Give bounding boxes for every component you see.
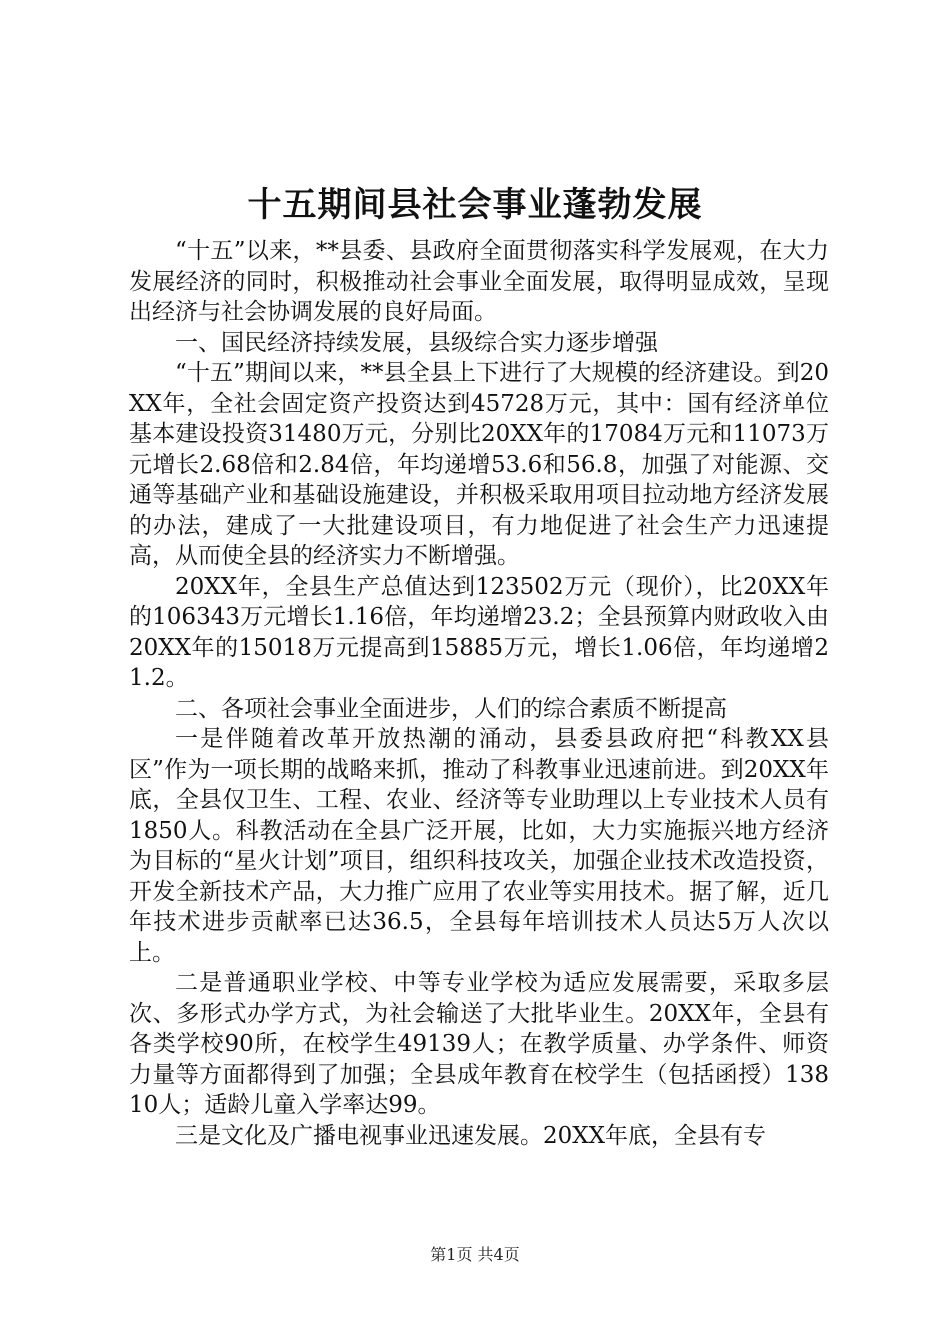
document-title: 十五期间县社会事业蓬勃发展	[247, 185, 703, 225]
paragraph-economy-gdp: 20XX年，全县生产总值达到123502万元（现价），比20XX年的106343万元增长1.16倍，年均递增23.2；全县预算内财政收入由20XX年的15018万元提高到15885万元，增长1.06倍，年均递增21.2。	[129, 573, 829, 691]
paragraph-culture: 三是文化及广播电视事业迅速发展。20XX年底，全县有专	[175, 1122, 767, 1149]
page-footer: 第1页 共4页	[430, 1245, 520, 1264]
paragraph-intro: “十五”以来，**县委、县政府全面贯彻落实科学发展观，在大力发展经济的同时，积极推动社会事业全面发展，取得明显成效，呈现出经济与社会协调发展的良好局面。	[129, 238, 829, 325]
paragraph-schools: 二是普通职业学校、中等专业学校为适应发展需要，采取多层次、多形式办学方式，为社会输送了大批毕业生。20XX年，全县有各类学校90所，在校学生49139人；在教学质量、办学条件、师资力量等方面都得到了加强；全县成年教育在校学生（包括函授）13810人；适龄儿童入学率达99。	[129, 970, 829, 1118]
paragraph-science-education: 一是伴随着改革开放热潮的涌动，县委县政府把“科教XX县区”作为一项长期的战略来抓，推动了科教事业迅速前进。到20XX年底，全县仅卫生、工程、农业、经济等专业助理以上专业技术人员有1850人。科教活动在全县广泛开展，比如，大力实施振兴地方经济为目标的“星火计划”项目，组织科技攻关，加强企业技术改造投资，开发全新技术产品，大力推广应用了农业等实用技术。据了解，近几年技术进步贡献率已达36.5，全县每年培训技术人员达5万人次以上。	[129, 726, 829, 966]
paragraph-economy-investment: “十五”期间以来，**县全县上下进行了大规模的经济建设。到20XX年，全社会固定资产投资达到45728万元，其中：国有经济单位基本建设投资31480万元，分别比20XX年的17084万元和11073万元增长2.68倍和2.84倍，年均递增53.6和56.8，加强了对能源、交通等基础产业和基础设施建设，并积极采取用项目拉动地方经济发展的办法，建成了一大批建设项目，有力地促进了社会生产力迅速提高，从而使全县的经济实力不断增强。	[129, 360, 829, 569]
section-heading-2: 二、各项社会事业全面进步，人们的综合素质不断提高	[175, 695, 727, 722]
section-heading-1: 一、国民经济持续发展，县级综合实力逐步增强	[175, 329, 658, 356]
document-body	[129, 236, 829, 1151]
